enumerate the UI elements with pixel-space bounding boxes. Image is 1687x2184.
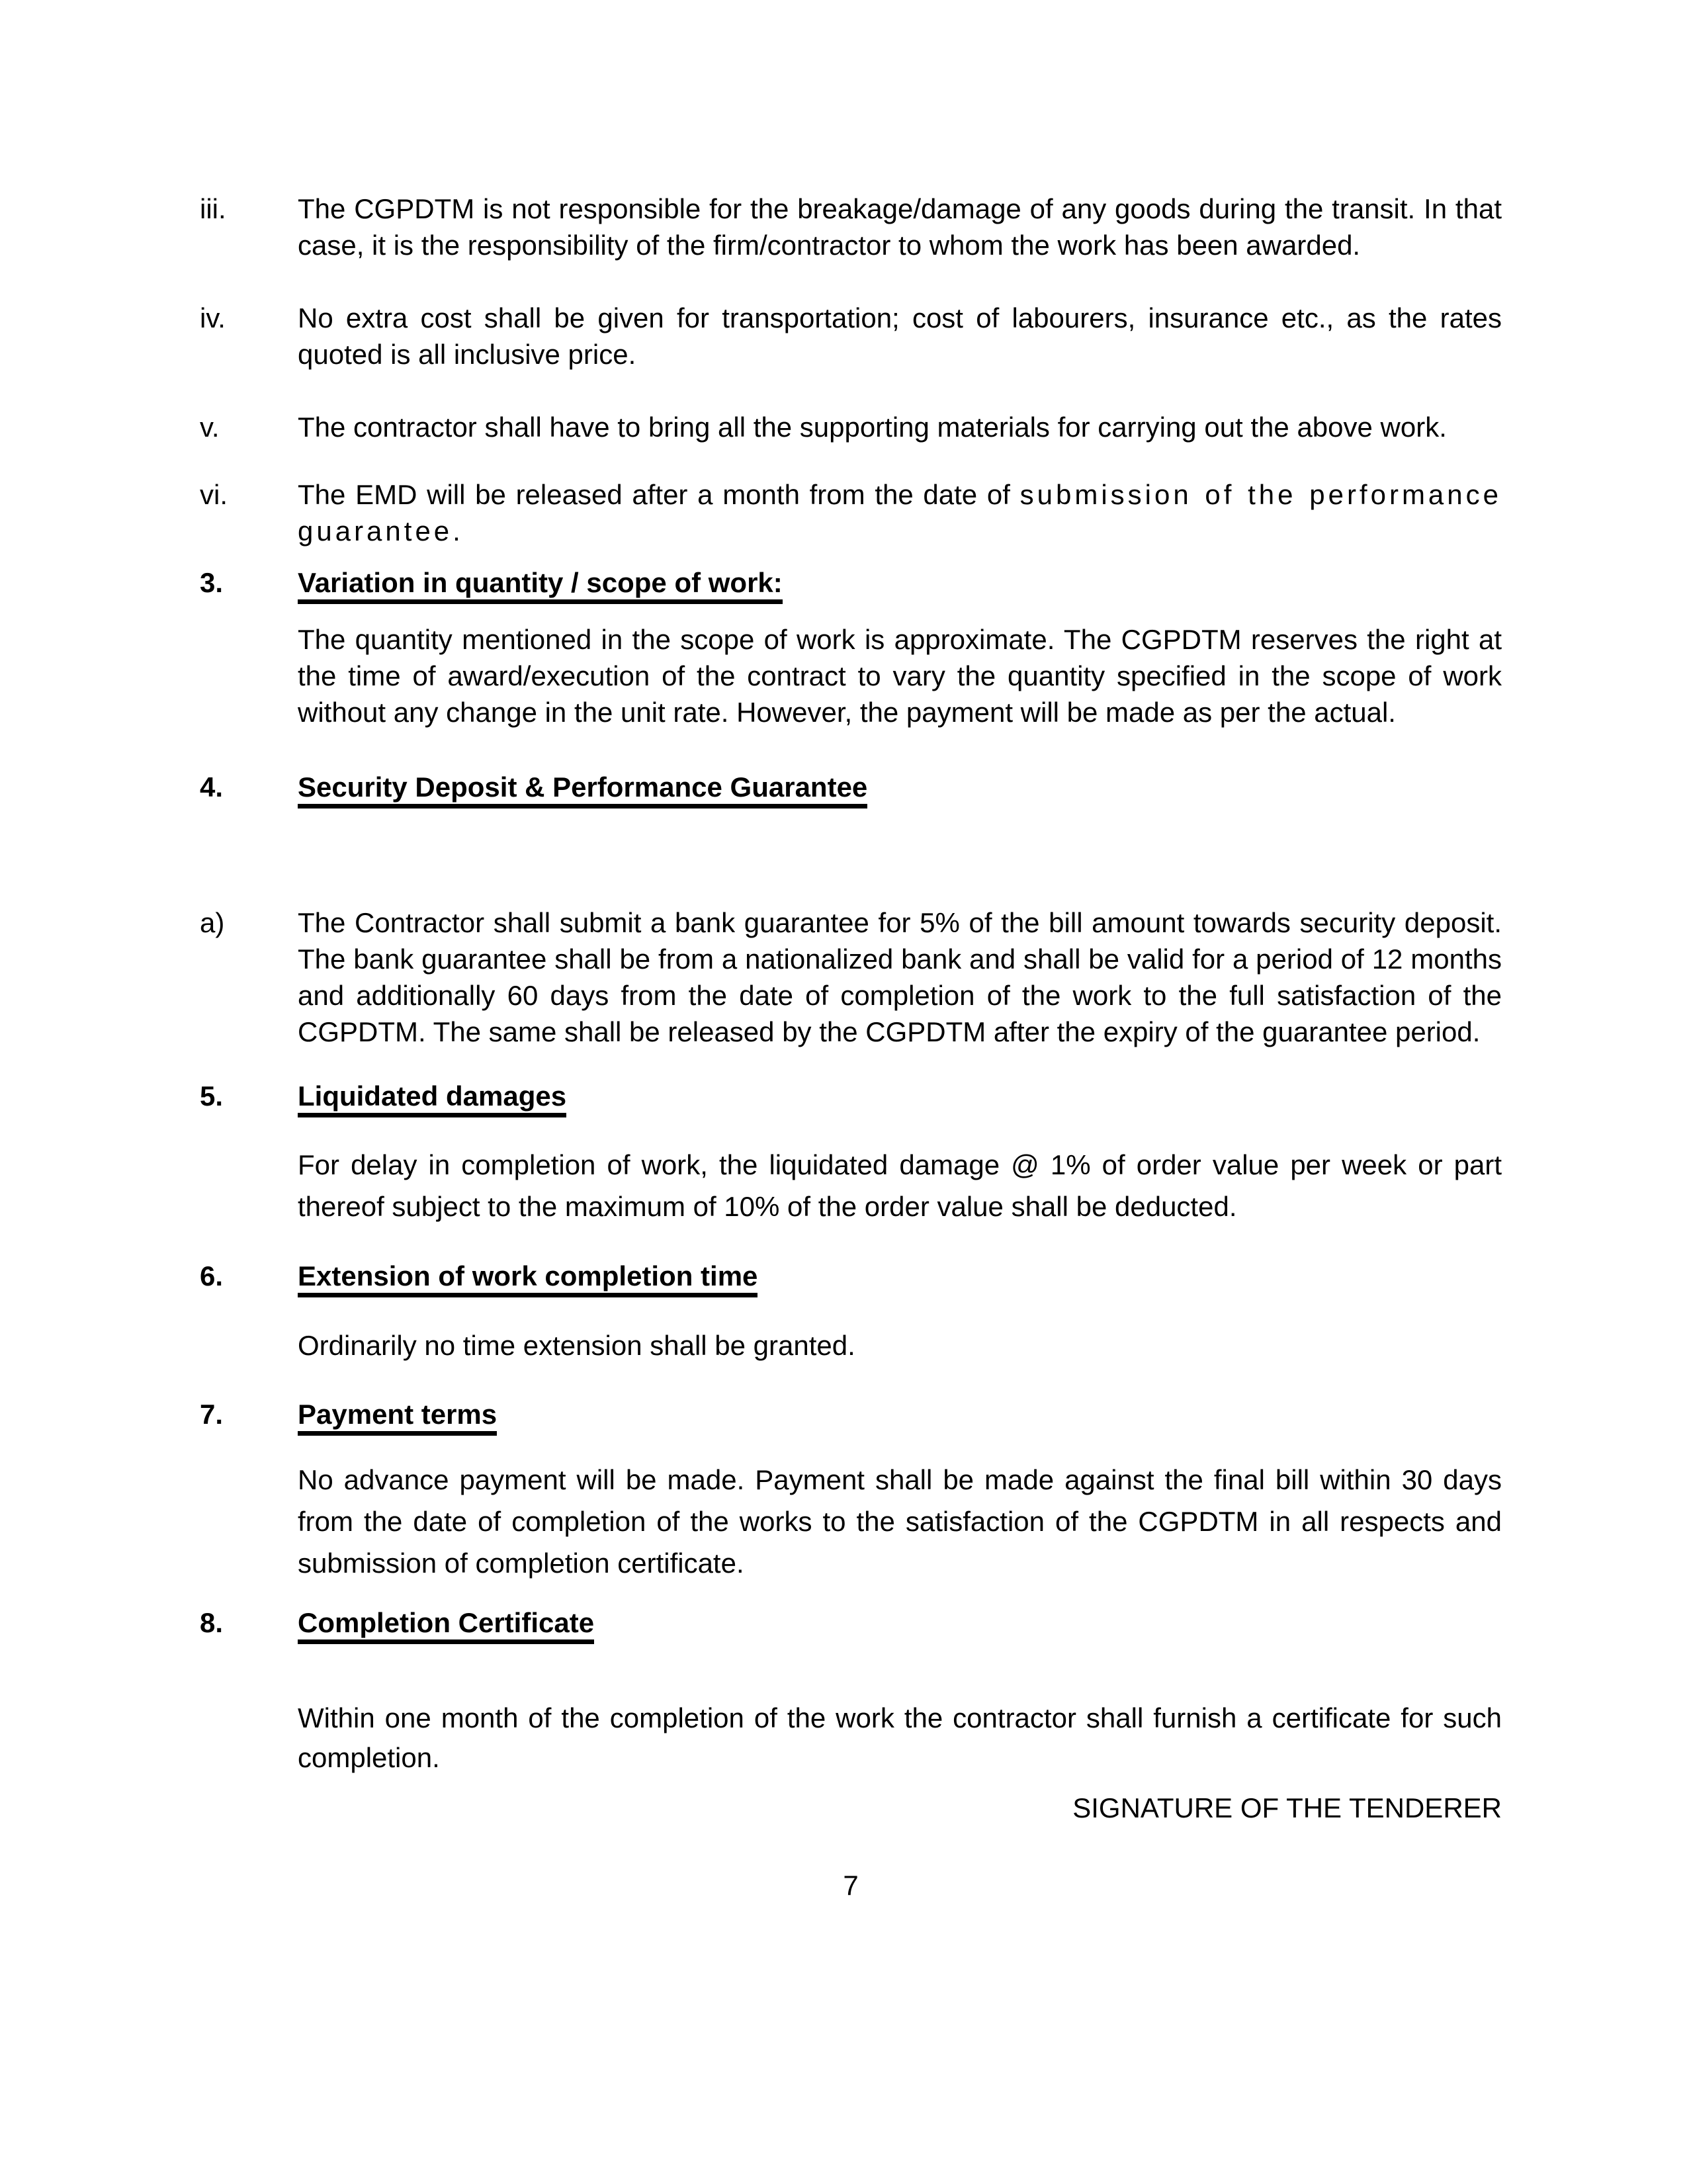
paragraph-text: For delay in completion of work, the liquidated damage @ 1% of order value per week or part thereof subject to the maximum of 10% of the order value shall be deducted. <box>298 1149 1502 1222</box>
paragraph-text: The quantity mentioned in the scope of work is approximate. The CGPDTM reserves the right at the time of award/execution of the contract to vary the quantity specified in the scope of work without any change in the unit rate. However, the payment will be made as per the actual. <box>298 624 1502 728</box>
section-number: 4. <box>200 771 224 803</box>
paragraph-text: The Contractor shall submit a bank guarantee for 5% of the bill amount towards security deposit. The bank guarantee shall be from a nationalized bank and shall be valid for a period of 12 months and additionally 60 days from the date of completion of the work to the full satisfaction of the CGPDTM. The same shall be released by the CGPDTM after the expiry of the guarantee period. <box>298 907 1502 1047</box>
section-heading-3 <box>200 564 1502 601</box>
section-title: Variation in quantity / scope of work: <box>298 567 783 604</box>
section-heading-5 <box>200 1078 1502 1114</box>
section-4-subitem-a <box>200 904 1502 1050</box>
section-heading-7 <box>200 1396 1502 1432</box>
section-title: Security Deposit & Performance Guarantee <box>298 771 867 808</box>
paragraph-text: Within one month of the completion of the work the contractor shall furnish a certificate for such completion. <box>298 1702 1502 1773</box>
section-number: 8. <box>200 1607 224 1638</box>
list-item-marker: iv. <box>200 302 226 333</box>
list-item-marker: iii. <box>200 193 226 224</box>
section-5-paragraph <box>200 1144 1502 1227</box>
list-item-marker: vi. <box>200 479 228 510</box>
section-8-paragraph <box>200 1698 1502 1778</box>
section-number: 6. <box>200 1260 224 1291</box>
section-heading-4 <box>200 769 1502 805</box>
list-item-v <box>200 409 1502 445</box>
section-number: 5. <box>200 1080 224 1112</box>
section-heading-8 <box>200 1604 1502 1641</box>
section-3-paragraph <box>200 621 1502 730</box>
list-item-vi <box>200 476 1502 549</box>
section-6-paragraph <box>200 1327 1502 1364</box>
list-item-text: The CGPDTM is not responsible for the breakage/damage of any goods during the transit. In that case, it is the responsibility of the firm/contractor to whom the work has been awarded. <box>298 193 1502 261</box>
signature-line: SIGNATURE OF THE TENDERER <box>1072 1792 1502 1823</box>
section-number: 3. <box>200 567 224 598</box>
section-title: Completion Certificate <box>298 1607 594 1644</box>
section-heading-6 <box>200 1258 1502 1294</box>
list-item-text: The contractor shall have to bring all the supporting materials for carrying out the above work. <box>298 412 1447 443</box>
list-item-marker: v. <box>200 412 220 443</box>
list-item-text-letterspaced: submission of the performance guarantee. <box>298 479 1502 546</box>
list-item-iii <box>200 191 1502 263</box>
paragraph-text: No advance payment will be made. Payment shall be made against the final bill within 30 days from the date of completion of the works to the satisfaction of the CGPDTM in all respects and submission of completion certificate. <box>298 1464 1502 1579</box>
list-item-text: No extra cost shall be given for transportation; cost of labourers, insurance etc., as the rates quoted is all inclusive price. <box>298 302 1502 370</box>
section-7-paragraph <box>200 1459 1502 1584</box>
section-title: Payment terms <box>298 1399 497 1436</box>
list-item-text <box>298 476 1502 549</box>
section-number: 7. <box>200 1399 224 1430</box>
list-item-marker: a) <box>200 907 225 938</box>
list-item-iv <box>200 300 1502 372</box>
section-title: Liquidated damages <box>298 1080 566 1117</box>
paragraph-text: Ordinarily no time extension shall be granted. <box>298 1330 855 1361</box>
list-item-text-normal: The EMD will be released after a month from the date of <box>298 479 1020 510</box>
page-number: 7 <box>843 1870 859 1901</box>
section-title: Extension of work completion time <box>298 1260 757 1297</box>
